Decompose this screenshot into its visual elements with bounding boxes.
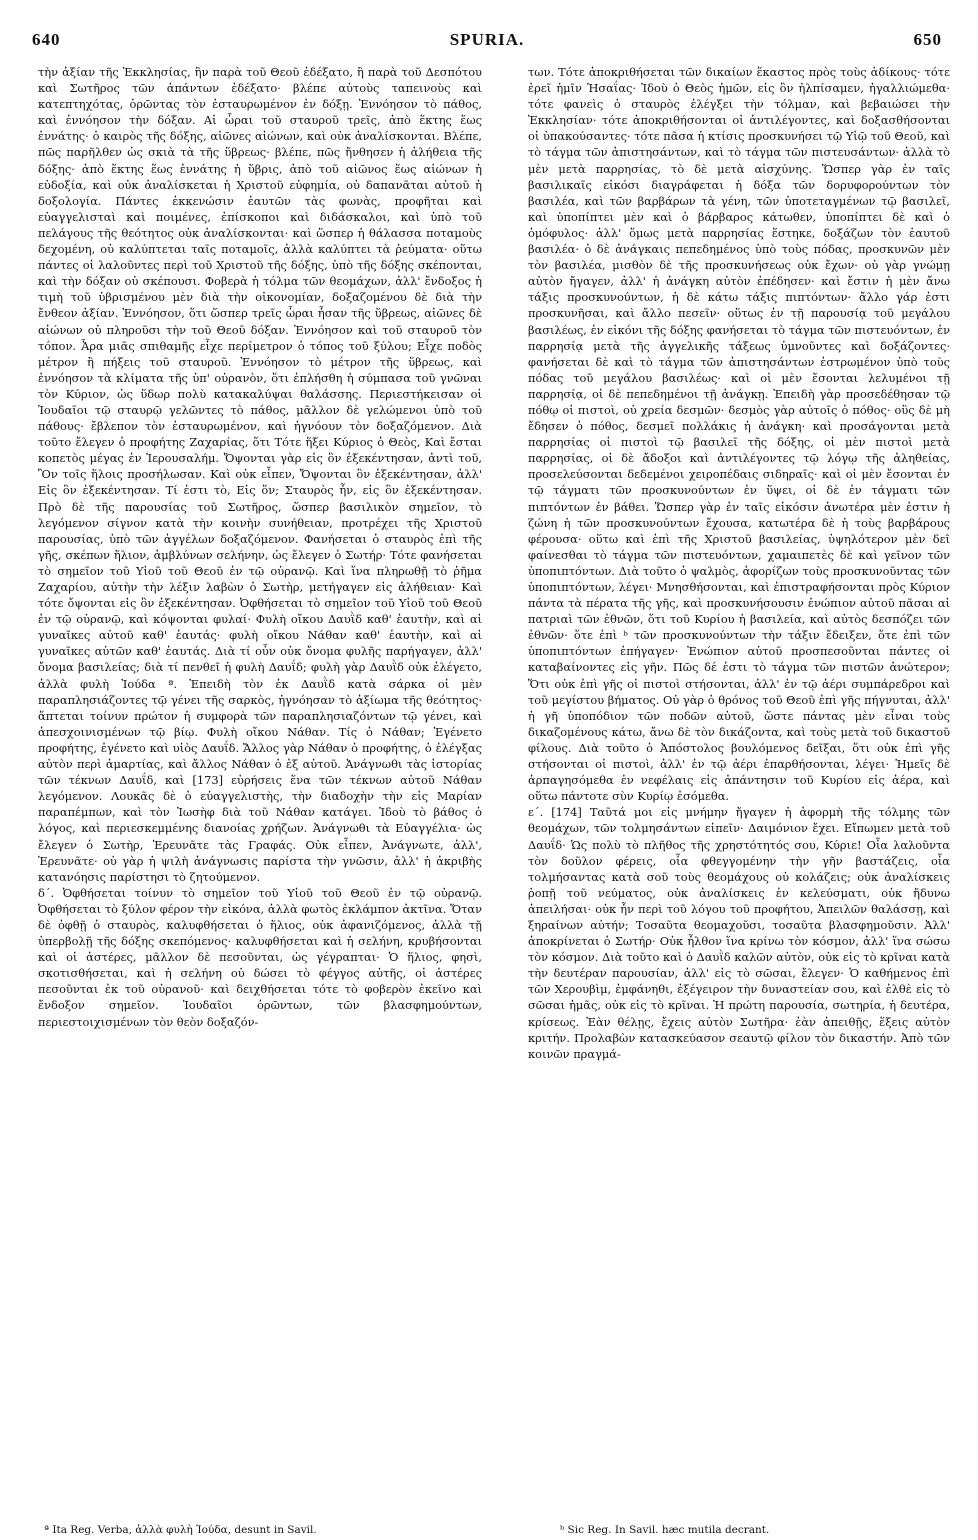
right-paragraph-1: των. Τότε ἀποκριθήσεται τῶν δικαίων ἕκαστος πρὸς τοὺς ἀδίκους· τότε ἐρεῖ ἡμῖν Ἡσαΐας· Ἰδοὺ ὁ Θεὸς ἡμῶν, εἰς ὃν ἠλπίσαμεν, ἠγαλλιώμεθα· τότε φανεὶς ὁ σταυρὸς ἐλέγξει τὴν τόλμαν, καὶ βεβαιώσει τὴν Ἐκκλησίαν· τότε ἀποκριθήσονται οἱ ἀντιλέγοντες, καὶ δοξασθήσονται οἱ ὑπακούσαντες· τότε πᾶσα ἡ κτίσις προσκυνήσει τῷ Υἱῷ τοῦ Θεοῦ, καὶ τὸ τάγμα τῶν ἀπιστησάντων, καὶ τὸ τάγμα τῶν πιστευσάντων· ἀλλὰ τὸ μὲν μετὰ παρρησίας, τὸ δὲ μετὰ αἰσχύνης. Ὥσπερ γὰρ ἐν ταῖς βασιλικαῖς εἰκόσι διαγράφεται ἡ δόξα τῶν δορυφορούντων τὸν βασιλέα, καὶ τῶν βαρβάρων τὰ γένη, τῶν ὑποτεταγμένων τῷ βασιλεῖ, καὶ ὑποπίπτει μὲν καὶ ὁ βάρβαρος κάτωθεν, ὑποπίπτει δὲ καὶ ὁ ὁμόφυλος· ἀλλ' ὅμως μετὰ παρρησίας ἕστηκε, δοξάζων τὸν ἑαυτοῦ βασιλέα· ὁ δὲ ἀνάγκαις πεπεδημένος ὑπὸ τοὺς πόδας, προσκυνῶν μὲν τὸν βασιλέα, μισθὸν δὲ τῆς προσκυνήσεως οὐκ ἔχων· οὐ γὰρ γνώμῃ αὐτὸν ἤγαγεν, ἀλλ' ἡ ἀνάγκη αὐτὸν ἐπέδησεν· καὶ ἔστιν ἡ μὲν ἄνω τάξις προσκυνούντων, ἡ δὲ κάτω τάξις πιπτόντων· ἄλλο γάρ ἐστι προσκυνῆσαι, καὶ ἄλλο πεσεῖν· οὕτως ἐν τῇ παρουσίᾳ τοῦ μεγάλου βασιλέως, ἐν εἰκόνι τῆς δόξης φανήσεται τὸ τάγμα τῶν πιστευόντων, ἐν παρρησίᾳ μετὰ τῆς ἀγγελικῆς τάξεως ὑμνοῦντες καὶ δοξάζοντες· φανήσεται δὲ καὶ τὸ τάγμα τῶν ἀπιστησάντων ἐστρωμένον ὑπὸ τοὺς πόδας τοῦ μεγάλου βασιλέως· καὶ οἱ μὲν ἔσονται λελυμένοι τῇ παρρησίᾳ, οἱ δὲ πεπεδημένοι τῇ ἀνάγκῃ. Ἐπειδὴ γὰρ προσεδέθησαν τῷ πόθῳ οἱ πιστοὶ, οὐ χρεία δεσμῶν· δεσμὸς γὰρ αὐτοῖς ὁ πόθος· οὓς δὲ μὴ ἔδησεν ὁ πόθος, δεσμεῖ πολλάκις ἡ ἀνάγκη· καὶ προσάγονται μετὰ παρρησίας οἱ πιστοὶ τῷ βασιλεῖ τῆς δόξης, οἱ μὲν πιστοὶ μετὰ παρρησίας, οἱ δὲ ἄδοξοι καὶ ἀντιλέγοντες τῷ λόγῳ τῆς ἀληθείας, προσελεύσονται δεδεμένοι χειροπέδαις σιδηραῖς· καὶ οἱ μὲν ἔσονται ἐν τῷ τάγματι τῶν προσκυνούντων ἐν ὕψει, οἱ δὲ ἐν τάγματι τῶν πιπτόντων ἐν βάθει. Ὥσπερ γὰρ ἐν ταῖς εἰκόσιν ἀνωτέρα μὲν ἐστιν ἡ ζώνη ἡ τῶν προσκυνούντων ἔχουσα, κατωτέρα δὲ ἡ τοὺς βαρβάρους φέρουσα· οὕτω καὶ ἐπὶ τῆς Χριστοῦ βασιλείας, ὑψηλότερον μὲν δεῖ φαίνεσθαι τὸ τάγμα τῶν πιστευόντων, χαμαιπετὲς δὲ καὶ γεῖνον τῶν ὑποπιπτόντων. Διὰ τοῦτο ὁ ψαλμὸς, ἀφορίζων τοὺς προσκυνοῦντας τῶν ὑποπιπτόντων, λέγει· Μνησθήσονται, καὶ ἐπιστραφήσονται πρὸς Κύριον πάντα τὰ πέρατα τῆς γῆς, καὶ προσκυνήσουσιν ἐνώπιον αὐτοῦ πᾶσαι αἱ πατριαὶ τῶν ἐθνῶν, ὅτι τοῦ Κυρίου ἡ βασιλεία, καὶ αὐτὸς δεσπόζει τῶν ἐθνῶν· ὅτε ἐπὶ ᵇ τῶν προσκυνούντων τὴν τάξιν ἔδειξεν, ὅτε ἐπὶ τῶν ὑποπιπτόντων ἐπήγαγεν· Ἐνώπιον αὐτοῦ προσπεσοῦνται πάντες οἱ καταβαίνοντες εἰς γῆν. Πῶς δέ ἐστι τὸ τάγμα τῶν πιστῶν ἀνώτερον; Ὅτι οὐκ ἐπὶ γῆς οἱ πιστοὶ στήσονται, ἀλλ' ἐν τῷ ἀέρι συμπάρεδροι καὶ τοῦ μεγίστου βήματος. Οὐ γὰρ ὁ θρόνος τοῦ Θεοῦ ἐπὶ γῆς πήγνυται, ἀλλ' ἡ γῆ ὑποπόδιον τῶν ποδῶν αὐτοῦ, ὥστε πάντας μὲν εἶναι τοὺς δικαζομένους κάτω, ἄνω δὲ τὸν δικάζοντα, καὶ τοὺς μετὰ τοῦ δικαστοῦ φίλους. Διὰ τοῦτο ὁ Ἀπόστολος βουλόμενος δεῖξαι, ὅτι οὐκ ἐπὶ γῆς στήσονται οἱ πιστοὶ, ἀλλ' ἐν τῷ ἀέρι ἐπαρθήσονται, λέγει· Ἡμεῖς δὲ ἁρπαγησόμεθα ἐν νεφέλαις εἰς ἀπάντησιν τοῦ Κυρίου εἰς ἀέρα, καὶ οὕτω πάντοτε σὺν Κυρίῳ ἐσόμεθα. xyxy=(528,65,951,804)
left-column xyxy=(38,64,482,1030)
page-number-left: 640 xyxy=(32,30,61,49)
left-footnote: ª Ita Reg. Verba, ἀλλὰ φυλὴ Ἰούδα, desunt in Savil. xyxy=(44,1524,317,1536)
right-paragraph-2: ε΄. [174] Ταῦτά μοι εἰς μνήμην ἤγαγεν ἡ ἀφορμὴ τῆς τόλμης τῶν θεομάχων, τῶν τολμησάντων εἰπεῖν· Δαιμόνιον ἔχει. Εἴπωμεν μετὰ τοῦ Δαυΐδ· Ὡς πολὺ τὸ πλῆθος τῆς χρηστότητός σου, Κύριε! Οἷα λαλοῦντα τὸν δοῦλον φέρεις, οἷα φθεγγομένην τὴν γῆν βαστάζεις, οἷα τολμήσαντας κατὰ σοῦ τοὺς θεομάχους οὐ κολάζεις; οὐκ ἀναλίσκεις ῥοπῇ τοῦ νεύματος, οὐκ ἀναλίσκεις ἐν κελεύσματι, οὐκ ἤδυνω ἀπειλήσαι· οὐκ ἦν περὶ τοῦ λόγου τοῦ προφήτου, Ἀπειλῶν θαλάσσῃ, καὶ ξηραίνων αὐτήν; Τοσαῦτα θεομαχοῦσι, τοσαῦτα βλασφημοῦσιν. Ἀλλ' ἀποκρίνεται ὁ Σωτήρ· Οὐκ ἦλθον ἵνα κρίνω τὸν κόσμον, ἀλλ' ἵνα σώσω τὸν κόσμον. Διὰ τοῦτο καὶ ὁ Δαυῒδ καλῶν αὐτὸν, οὐκ εἰς τὸ κρῖναι κατὰ τὴν δευτέραν παρουσίαν, ἀλλ' εἰς τὸ σῶσαι, ἔλεγεν· Ὁ καθήμενος ἐπὶ τῶν Χερουβὶμ, ἐμφάνηθι, ἐξέγειρον τὴν δυναστείαν σου, καὶ ἐλθὲ εἰς τὸ σῶσαι ἡμᾶς, οὐκ εἰς τὸ κρῖναι. Ἡ πρώτη παρουσία, σωτηρία, ἡ δευτέρα, κρίσεως. Ἐὰν θέλῃς, ἔχεις αὐτὸν Σωτῆρα· ἐὰν ἀπειθῇς, ἕξεις αὐτὸν κριτήν. Προλαβὼν κατασκεύασον σεαυτῷ φίλον τὸν δικαστήν. Ἀπὸ τῶν κοινῶν πραγμά- xyxy=(528,805,950,1061)
right-footnote: ᵇ Sic Reg. In Savil. hæc mutila decrant. xyxy=(560,1524,770,1536)
left-paragraph-2: δ΄. Ὀφθήσεται τοίνυν τὸ σημεῖον τοῦ Υἱοῦ τοῦ Θεοῦ ἐν τῷ οὐρανῷ. Ὀφθήσεται τὸ ξύλον φέρον τὴν εἰκόνα, ἀλλὰ φωτὸς ἐκλάμπον ἀκτῖνα. Ὅταν δὲ ὀφθῇ ὁ σταυρὸς, καλυφθήσεται ὁ ἥλιος, οὐκ ἀφανιζόμενος, ἀλλὰ τῇ ὑπερβολῇ τῆς δόξης σκεπόμενος· καλυφθήσεται καὶ ἡ σελήνη, κρυβήσονται καὶ οἱ ἀστέρες, μᾶλλον δὲ πεσοῦνται, ὡς γέγραπται· Ὁ ἥλιος, φησὶ, σκοτισθήσεται, καὶ ἡ σελήνη οὐ δώσει τὸ φέγγος αὐτῆς, οἱ ἀστέρες πεσοῦνται ἐκ τοῦ οὐρανοῦ· καὶ δειχθήσεται τότε τὸ φοβερὸν ἐκεῖνο καὶ ἔνδοξον σημεῖον. Ἰουδαῖοι ὁρῶντων, τῶν βλασφημούντων, περιεστοιχισμένων τὸν θεὸν δοξαζόν- xyxy=(38,885,482,1029)
page-number-right: 650 xyxy=(913,30,942,49)
left-paragraph-1: τὴν ἀξίαν τῆς Ἐκκλησίας, ἣν παρὰ τοῦ Θεοῦ ἐδέξατο, ἢ παρὰ τοῦ Δεσπότου καὶ Σωτῆρος τῶν ἁπάντων ἐδέξατο· βλέπε αὐτοὺς ταπεινοὺς καὶ κατεπτηχότας, ὁρῶντας τὸν ἐσταυρωμένον ἐν δόξῃ. Ἐννόησον τὸ πάθος, καὶ ἐννόησον τὴν δόξαν. Αἱ ὧραι τοῦ σταυροῦ τρεῖς, ἀπὸ ἕκτης ἕως ἐννάτης· ὁ καιρὸς τῆς δόξης, αἰῶνες αἰώνων, καὶ οὐκ ἀναλίσκονται. Βλέπε, πῶς παρῆλθεν ὡς σκιὰ τὰ τῆς ὕβρεως· βλέπε, πῶς ἤνθησεν ἡ ἀλήθεια τῆς δόξης· ἀπὸ ἕκτης ἕως ἐννάτης ἡ ὕβρις, ἀπὸ τοῦ αἰῶνος ἕως αἰώνων ἡ εὐδοξία, καὶ οὐκ ἀναλίσκεται ἡ Χριστοῦ εὐφημία, οὐ δαπανᾶται αὐτοῦ ἡ δοξολογία. Πάντες ἐκκενώσιν ἑαυτῶν τὰς φωνὰς, προφῆται καὶ εὐαγγελισταὶ καὶ ποιμένες, ἐπίσκοποι καὶ διδάσκαλοι, καὶ ὑπὸ τοῦ πελάγους τῆς θεότητος οὐκ ἀναλίσκονται· καὶ ὥσπερ ἡ θάλασσα ποταμοὺς δεχομένη, οὐ καλύπτεται ταῖς ποταμοῖς, ἀλλὰ καλύπτει τὰ ῥεύματα· οὕτω πάντες οἱ λαλοῦντες περὶ τοῦ Χριστοῦ τῆς δόξης, ὑπὸ τῆς δόξης σκέπονται, καὶ τὴν δόξαν οὐ σκέπουσι. Φοβερὰ ἡ τόλμα τῶν θεομάχων, ἀλλ' ἔνδοξος ἡ τιμὴ τοῦ ὑβρισμένου μὲν διὰ τὴν οἰκονομίαν, δοξαζομένου δὲ διὰ τὴν ἔνθεον ἀξίαν. Ἐννόησον, ὅτι ὥσπερ τρεῖς ὧραι ἦσαν τῆς ὕβρεως, αἰῶνες δὲ αἰώνων οὐ πληροῦσι τὴν τοῦ Θεοῦ δόξαν. Ἐννόησον καὶ τοῦ σταυροῦ τὸν τόπον. Ἆρα μιᾶς σπιθαμῆς εἶχε περίμετρον ὁ τόπος τοῦ ξύλου; Εἶχε ποδὸς μέτρον ἢ πήξεις τοῦ σταυροῦ. Ἐννόησον τὸ μέτρον τῆς ὕβρεως, καὶ ἐννόησον τὰ κλίματα τῆς ὑπ' οὐρανὸν, ὅτι ἐπλήσθη ἡ σύμπασα τοῦ γνῶναι τὸν Κύριον, ὡς ὕδωρ πολὺ κατακαλύψαι θαλάσσης. Περιεστήκεισαν οἱ Ἰουδαῖοι τῷ σταυρῷ γελῶντες τὸ πάθος, μᾶλλον δὲ γελώμενοι ὑπὸ τοῦ πάθους· ἔβλεπον τὸν ἐσταυρωμένον, καὶ ἠγνόουν τὸν δοξαζόμενον. Διὰ τοῦτο ἔλεγεν ὁ προφήτης Ζαχαρίας, ὅτι Τότε ἥξει Κύριος ὁ Θεὸς, Καὶ ἔσται κοπετὸς μέγας ἐν Ἱερουσαλήμ. Ὄψονται γὰρ εἰς ὃν ἐξεκέντησαν, ἀντὶ τοῦ, Ὃν τοῖς ἥλοις προσήλωσαν. Καὶ οὐκ εἶπεν, Ὄψονται ὃν ἐξεκέντησαν, ἀλλ' Εἰς ὃν ἐξεκέντησαν. Τί ἐστι τὸ, Εἰς ὅν; Σταυρὸς ἦν, εἰς ὃν ἐξεκέντησαν. Πρὸ δὲ τῆς παρουσίας τοῦ Σωτῆρος, ὥσπερ βασιλικὸν σημεῖον, τὸ λεγόμενον σίγνον κατὰ τὴν κοινὴν συνήθειαν, προτρέχει τῆς Χριστοῦ παρουσίας, ὑπὸ τῶν ἀγγέλων δοξαζόμενον. Φανήσεται ὁ σταυρὸς ἐπὶ τῆς γῆς, σκέπων ἥλιον, ἀμβλύνων σελήνην, ὡς ἔλεγεν ὁ Σωτήρ· Τότε φανήσεται τὸ σημεῖον τοῦ Υἱοῦ τοῦ Θεοῦ ἐν τῷ οὐρανῷ. Καὶ ἵνα πληρωθῇ τὸ ῥῆμα Ζαχαρίου, αὐτὴν τὴν λέξιν λαβὼν ὁ Σωτὴρ, μετήγαγεν εἰς ἀλήθειαν· Καὶ τότε ὄψονται εἰς ὃν ἐξεκέντησαν. Ὀφθήσεται τὸ σημεῖον τοῦ Υἱοῦ τοῦ Θεοῦ ἐν τῷ οὐρανῷ, καὶ κόψονται φυλαί· Φυλὴ οἴκου Δαυῒδ καθ' ἑαυτὴν, καὶ αἱ γυναῖκες αὐτοῦ καθ' ἑαυτάς· φυλὴ οἴκου Νάθαν καθ' ἑαυτὴν, καὶ αἱ γυναῖκες αὐτῶν καθ' ἑαυτάς. Διὰ τί οὖν οὐκ ὄνομα φυλῆς παρήγαγεν, ἀλλ' ὄνομα βασιλείας; διὰ τί πενθεῖ ἡ φυλὴ Δαυΐδ; φυλὴ γὰρ Δαυῒδ οὐκ ἐλέγετο, ἀλλὰ φυλὴ Ἰούδα ª. Ἐπειδὴ τὸν ἐκ Δαυῒδ κατὰ σάρκα οἱ μὲν παραπλησιάζοντες τῷ γένει τῆς σαρκὸς, ἠγνόησαν τὸ ἀξίωμα τῆς θεότητος· ἅπτεται τοίνυν πρώτον ἡ συμφορὰ τῶν παραπλησιαζόντων τῷ γένει, καὶ ἀπεσχοινισμένων τῷ βίῳ. Φυλὴ οἴκου Νάθαν. Τίς ὁ Νάθαν; Ἐγένετο προφήτης, ἐγένετο καὶ υἱὸς Δαυΐδ. Ἄλλος γὰρ Νάθαν ὁ προφήτης, ὁ ἐλέγξας αὐτὸν περὶ ἁμαρτίας, καὶ ἄλλος Νάθαν ὁ ἐξ αὐτοῦ. Ἀνάγνωθι τὰς ἱστορίας τῶν τέκνων Δαυΐδ, καὶ [173] εὑρήσεις ἕνα τῶν τέκνων αὐτοῦ Νάθαν λεγόμενον. Λουκᾶς δὲ ὁ εὐαγγελιστὴς, τὴν διαδοχὴν τὴν εἰς Μαρίαν παραπέμπων, καὶ τὸν Ἰωσὴφ διὰ τοῦ Νάθαν κατάγει. Ἰδοὺ τὸ βάθος ὁ λόγος, καὶ περιεσκεμμένης διανοίας χρήζων. Ἀνάγνωθι τὰ Εὐαγγέλια· ὡς ἔλεγεν ὁ Σωτὴρ, Ἐρευνᾶτε τὰς Γραφάς. Οὐκ εἶπεν, Ἀνάγνωτε, ἀλλ', Ἐρευνᾶτε· οὐ γὰρ ἡ ψιλὴ ἀνάγνωσις παρίστα τὴν γνῶσιν, ἀλλ' ἡ ἀκριβὴς κατανόησις παρίστησι τὸ ζητούμενον. xyxy=(38,65,482,884)
page-header xyxy=(32,30,942,54)
right-column xyxy=(528,64,950,1062)
running-title: SPURIA. xyxy=(449,30,525,49)
